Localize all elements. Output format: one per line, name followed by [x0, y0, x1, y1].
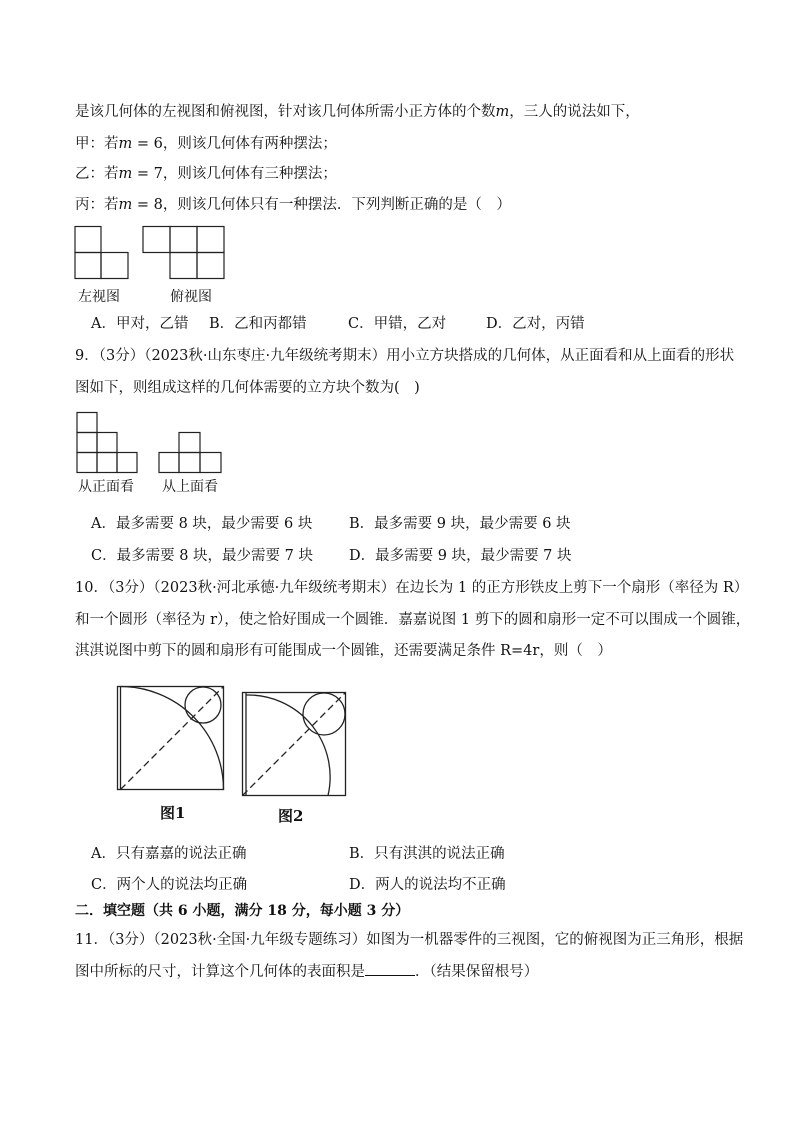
q8-intro-text: 是该几何体的左视图和俯视图，针对该几何体所需小正方体的个数: [75, 104, 496, 120]
q9-top-view-figure: [158, 432, 224, 476]
q8-statement-jia: [75, 134, 337, 154]
q8-top-view-figure: [142, 226, 226, 280]
diagonal-dashed: [121, 687, 224, 790]
q11-stem-line2: [75, 961, 538, 982]
grid-cell: [97, 453, 117, 473]
q11-text: 图中所标的尺寸，计算这个几何体的表面积是: [75, 964, 365, 980]
q9-stem-line1: 9．（3分）（2023秋·山东枣庄·九年级统考期末）用小立方块搭成的几何体，从正面看和从上面看的形状: [75, 348, 735, 364]
grid-cell: [143, 227, 170, 253]
grid-cell: [197, 227, 224, 253]
section-fill-in-title: 二．填空题（共 6 小题，满分 18 分，每小题 3 分）: [75, 903, 410, 919]
q9-caption-top-view: 从上面看: [162, 479, 218, 495]
q9-caption-front-view: 从正面看: [78, 479, 134, 495]
q10-option-b[interactable]: B．只有淇淇的说法正确: [349, 846, 505, 862]
q8-left-view-figure: [74, 226, 130, 280]
statement-text: = 8，则该几何体只有一种摆法．下列判断正确的是（ ）: [132, 197, 511, 213]
q8-statement-bing: [75, 195, 511, 215]
var-m: m: [118, 166, 133, 182]
q10-figure-2-label: 图2: [278, 807, 304, 825]
grid-cell: [97, 433, 117, 453]
q9-stem-line2: 图如下，则组成这样的几何体需要的立方块个数为( ): [75, 380, 420, 396]
q11-stem-line1: 11．（3分）（2023秋·全国·九年级专题练习）如图为一机器零件的三视图，它的俯视图为正三角形，根据: [75, 932, 744, 948]
q10-figure-1: [116, 686, 226, 792]
q8-option-b[interactable]: B．乙和丙都错: [209, 316, 307, 332]
q8-statement-yi: [75, 164, 337, 184]
q8-caption-left-view: 左视图: [78, 289, 120, 305]
grid-cell: [200, 453, 221, 473]
q10-stem-line2: 和一个圆形（率径为 r），使之恰好围成一个圆锥．嘉嘉说图 1 剪下的圆和扇形一定不可以围成一个圆锥，: [75, 612, 751, 628]
var-m: m: [495, 104, 510, 120]
q8-option-c[interactable]: C．甲错，乙对: [348, 316, 447, 332]
q9-option-c[interactable]: C．最多需要 8 块，最少需要 7 块: [91, 548, 313, 564]
grid-cell: [170, 253, 197, 279]
grid-cell: [179, 433, 200, 453]
statement-text: = 7，则该几何体有三种摆法；: [132, 166, 337, 182]
statement-label: 甲：若: [75, 136, 119, 152]
q10-stem-line3: 淇淇说图中剪下的圆和扇形有可能围成一个圆锥，还需要满足条件 R=4r，则（ ）: [75, 643, 612, 659]
q9-option-d[interactable]: D．最多需要 9 块，最少需要 7 块: [349, 548, 572, 564]
q10-option-d[interactable]: D．两人的说法均不正确: [349, 877, 506, 893]
grid-cell: [197, 253, 224, 279]
grid-cell: [159, 453, 179, 473]
var-m: m: [118, 197, 133, 213]
q10-figure-1-label: 图1: [160, 804, 186, 822]
q10-option-a[interactable]: A．只有嘉嘉的说法正确: [91, 846, 247, 862]
statement-label: 丙：若: [75, 197, 119, 213]
grid-cell: [75, 253, 101, 279]
grid-cell: [77, 413, 97, 433]
q10-figure-2: [241, 692, 349, 798]
grid-cell: [75, 227, 101, 253]
q8-option-d[interactable]: D．乙对，丙错: [486, 316, 585, 332]
q10-stem-line1: 10．（3分）（2023秋·河北承德·九年级统考期末）在边长为 1 的正方形铁皮上剪下一个扇形（率径为 R）: [75, 580, 749, 596]
q8-intro-text-tail: ，三人的说法如下，: [509, 104, 640, 120]
q9-option-b[interactable]: B．最多需要 9 块，最少需要 6 块: [349, 516, 571, 532]
grid-cell: [101, 253, 128, 279]
q9-option-a[interactable]: A．最多需要 8 块，最少需要 6 块: [91, 516, 313, 532]
statement-label: 乙：若: [75, 166, 119, 182]
q8-option-a[interactable]: A．甲对，乙错: [91, 316, 189, 332]
statement-text: = 6，则该几何体有两种摆法；: [132, 136, 337, 152]
q9-front-view-figure: [76, 412, 140, 476]
q11-answer-blank[interactable]: [365, 961, 415, 976]
small-circle: [185, 687, 221, 723]
grid-cell: [170, 227, 197, 253]
grid-cell: [77, 433, 97, 453]
var-m: m: [118, 136, 133, 152]
q11-text-tail: ．（结果保留根号）: [415, 964, 539, 980]
grid-cell: [117, 453, 137, 473]
q10-option-c[interactable]: C．两个人的说法均正确: [91, 877, 248, 893]
grid-cell: [179, 453, 200, 473]
q8-caption-top-view: 俯视图: [170, 289, 212, 305]
grid-cell: [77, 453, 97, 473]
q8-intro-line: [75, 102, 640, 122]
sector-arc: [246, 695, 330, 796]
